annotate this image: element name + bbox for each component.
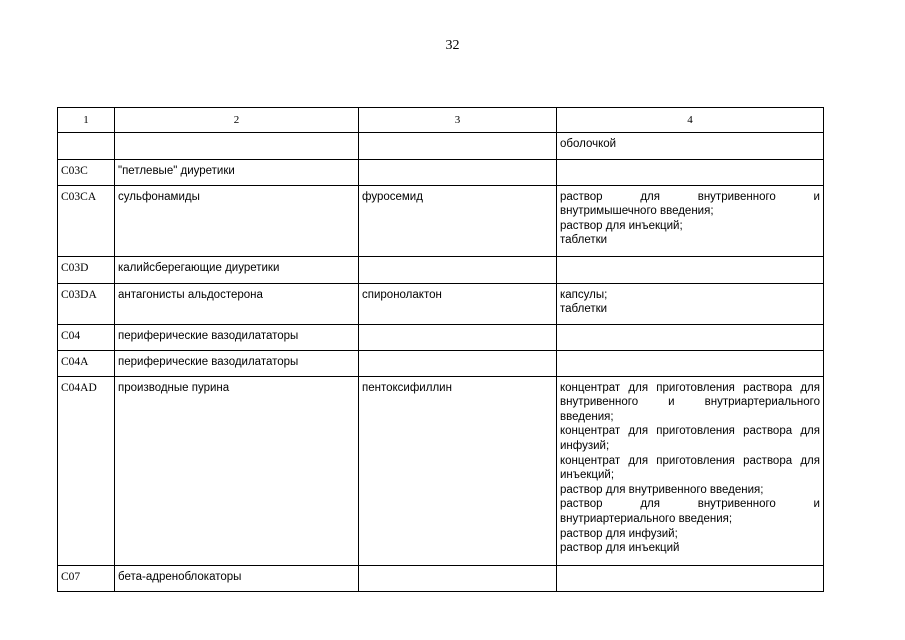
- dosage-forms: [557, 185, 824, 256]
- dosage-form-line: оболочкой: [560, 137, 617, 150]
- table-row: [58, 185, 824, 256]
- dosage-forms: [557, 350, 824, 376]
- dosage-form-line: концентрат для приготовления раствора для: [560, 454, 820, 467]
- table-row: [58, 132, 824, 159]
- dosage-form-line: капсулы;: [560, 288, 608, 301]
- dosage-form-line: раствор для внутривенного и: [560, 498, 820, 511]
- dosage-forms: [557, 256, 824, 283]
- group-name: "петлевые" диуретики: [115, 159, 359, 185]
- dosage-form-line: раствор для внутривенного и: [560, 190, 820, 203]
- page-number: 32: [445, 38, 460, 53]
- dosage-form-line: раствор для внутривенного введения;: [560, 483, 764, 496]
- drug-name: [359, 350, 557, 376]
- group-name: [115, 132, 359, 159]
- drug-name: [359, 159, 557, 185]
- dosage-form-line: концентрат для приготовления раствора для: [560, 425, 820, 438]
- dosage-form-line: таблетки: [560, 234, 608, 247]
- atc-code: C03C: [58, 159, 115, 185]
- table-row: [58, 350, 824, 376]
- drug-name: [359, 324, 557, 350]
- dosage-forms: [557, 376, 824, 565]
- dosage-form-line: таблетки: [560, 303, 608, 316]
- dosage-form-line: инфузий;: [560, 439, 610, 452]
- dosage-form-line: внутривенного и внутриартериального: [560, 396, 820, 409]
- header-col-1: 1: [58, 108, 115, 133]
- group-name: сульфонамиды: [115, 185, 359, 256]
- dosage-forms: [557, 283, 824, 324]
- drug-name: [359, 565, 557, 591]
- group-name: калийсберегающие диуретики: [115, 256, 359, 283]
- header-col-3: 3: [359, 108, 557, 133]
- dosage-forms: [557, 159, 824, 185]
- atc-code: C07: [58, 565, 115, 591]
- group-name: периферические вазодилататоры: [115, 350, 359, 376]
- drug-name: фуросемид: [359, 185, 557, 256]
- atc-code: C03D: [58, 256, 115, 283]
- dosage-form-line: раствор для инъекций;: [560, 219, 683, 232]
- dosage-form-line: раствор для инфузий;: [560, 527, 678, 540]
- dosage-forms: [557, 132, 824, 159]
- table-header-row: [58, 108, 824, 133]
- group-name: периферические вазодилататоры: [115, 324, 359, 350]
- dosage-form-line: раствор для инъекций: [560, 542, 680, 555]
- atc-code: C03DA: [58, 283, 115, 324]
- table-row: [58, 283, 824, 324]
- group-name: производные пурина: [115, 376, 359, 565]
- table-row: [58, 256, 824, 283]
- atc-code: C04AD: [58, 376, 115, 565]
- table-row: [58, 565, 824, 591]
- drug-name: [359, 256, 557, 283]
- atc-code: C04: [58, 324, 115, 350]
- dosage-form-line: концентрат для приготовления раствора для: [560, 381, 820, 394]
- group-name: антагонисты альдостерона: [115, 283, 359, 324]
- table-row: [58, 159, 824, 185]
- dosage-form-line: инъекций;: [560, 469, 615, 482]
- atc-code: C03CA: [58, 185, 115, 256]
- dosage-form-line: внутриартериального введения;: [560, 512, 733, 525]
- dosage-forms: [557, 324, 824, 350]
- dosage-forms: [557, 565, 824, 591]
- drug-name: пентоксифиллин: [359, 376, 557, 565]
- group-name: бета-адреноблокаторы: [115, 565, 359, 591]
- atc-code: [58, 132, 115, 159]
- header-col-4: 4: [557, 108, 824, 133]
- dosage-form-line: внутримышечного введения;: [560, 205, 714, 218]
- atc-code: C04A: [58, 350, 115, 376]
- table-row: [58, 324, 824, 350]
- drug-table: [57, 107, 824, 592]
- drug-name: [359, 132, 557, 159]
- table-row: [58, 376, 824, 565]
- header-col-2: 2: [115, 108, 359, 133]
- drug-name: спиронолактон: [359, 283, 557, 324]
- dosage-form-line: введения;: [560, 410, 614, 423]
